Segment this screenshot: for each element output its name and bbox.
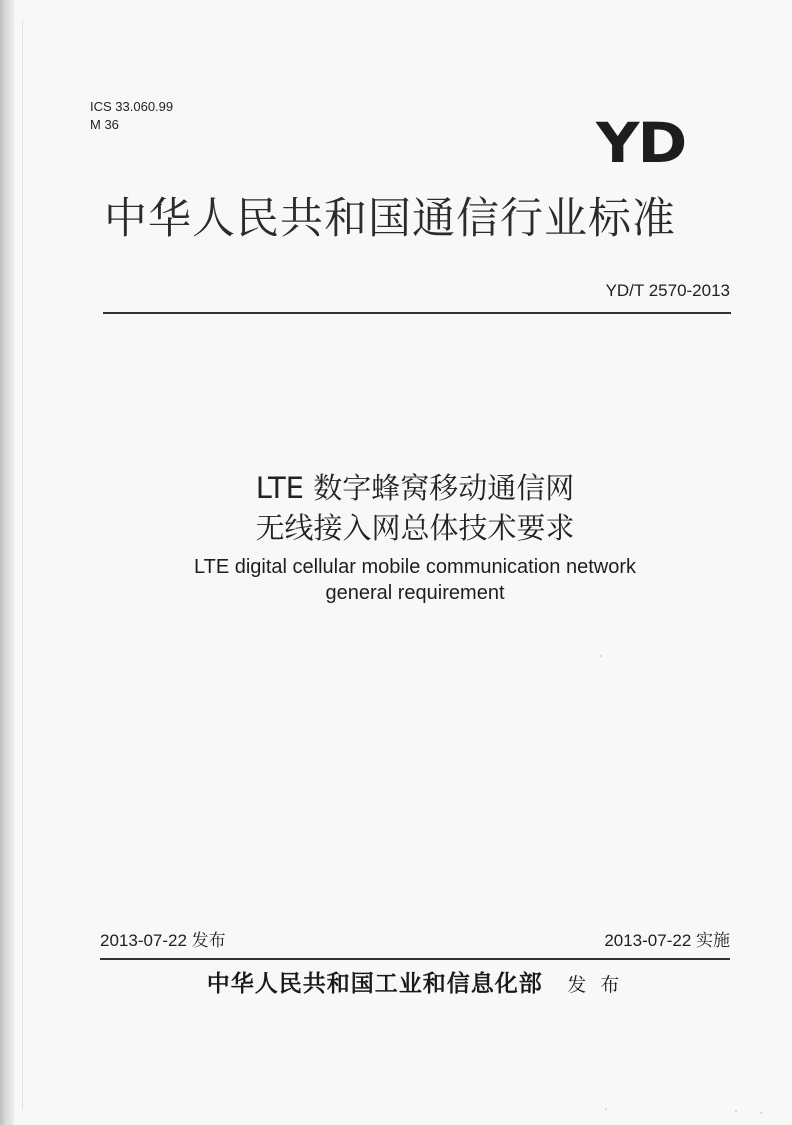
title-en-line1: LTE digital cellular mobile communication network [193,556,637,578]
title-cn-line1: LTE 数字蜂窝移动通信网 [255,471,575,505]
issuer-action: 发 布 [567,974,624,996]
scan-speck [605,1108,607,1110]
scan-speck [760,1112,762,1114]
footer-divider [100,958,730,960]
scan-speck [600,655,602,657]
issuer-row [100,968,730,1001]
classification-codes [90,98,173,134]
yd-logo: YD [596,111,686,176]
scan-fold-line [22,20,23,1110]
ics-code: ICS 33.060.99 [90,99,174,114]
issue-date: 2013-07-22 发布 [100,931,226,950]
dates-row [100,928,730,954]
effective-date: 2013-07-22 实施 [604,931,730,950]
header-divider [103,312,731,314]
scan-speck [735,1110,737,1112]
title-cn-line2: 无线接入网总体技术要求 [255,511,575,545]
issuer-name: 中华人民共和国工业和信息化部 [206,970,543,997]
ccs-code: M 36 [90,117,119,132]
scan-shadow-edge [0,0,14,1125]
document-title-block [100,468,730,606]
standard-category-title: 中华人民共和国通信行业标准 [104,194,676,244]
standard-number: YD/T 2570-2013 [605,281,730,300]
title-en-line2: general requirement [325,582,505,604]
